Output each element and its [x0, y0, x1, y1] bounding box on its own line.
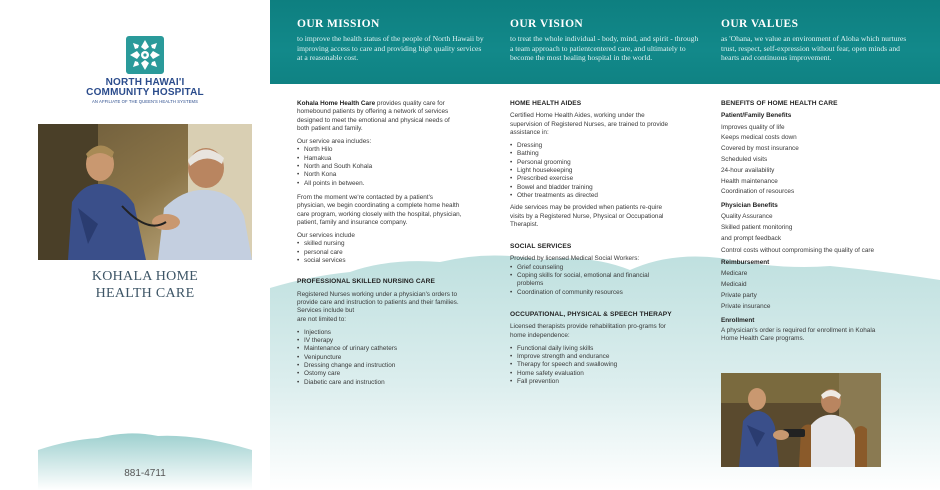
vision-text: to treat the whole individual - body, mind, and spirit - through a team approach to patientcentered care, and ultimately to become the most healing hospital in the world.	[510, 34, 699, 63]
list-item: • North and South Kohala	[297, 163, 462, 171]
list-item: • Maintenance of urinary catheters	[297, 345, 462, 353]
list-item: Coordination of resources	[721, 188, 795, 196]
list-item: • Dressing	[510, 142, 672, 150]
list-item: Keeps medical costs down	[721, 134, 797, 142]
hospital-name	[38, 78, 252, 98]
values-title: OUR VALUES	[721, 18, 799, 30]
physician-benefits-heading: Physician Benefits	[721, 202, 778, 210]
list-item: Private party	[721, 292, 757, 300]
mission-title: OUR MISSION	[297, 18, 380, 30]
nursing-list	[297, 329, 462, 387]
list-item: Private insurance	[721, 302, 771, 310]
enrollment-heading: Enrollment	[721, 316, 755, 324]
vision-block	[510, 18, 700, 63]
list-item: • Ostomy care	[297, 370, 462, 378]
enrollment-text: A physician's order is required for enrollment in Kohala Home Health Care programs.	[721, 326, 876, 343]
patient-benefits-list	[721, 123, 886, 199]
nursing-text-2: are not limited to:	[297, 315, 347, 323]
list-item: • Coordination of community resources	[510, 289, 672, 297]
list-item: • Dressing change and instruction	[297, 362, 462, 370]
cover-panel	[38, 0, 252, 490]
list-item: • North Kona	[297, 171, 462, 179]
mission-block	[297, 18, 487, 63]
list-item: • IV therapy	[297, 337, 462, 345]
brochure-title-line2: HEALTH CARE	[95, 286, 195, 301]
list-item: • skilled nursing	[297, 240, 462, 248]
list-item: 24-hour availability	[721, 166, 775, 174]
list-item: Skilled patient monitoring	[721, 224, 793, 232]
inside-spread	[270, 0, 940, 490]
nurse-patient-photo	[721, 373, 881, 467]
aides-title: HOME HEALTH AIDES	[510, 100, 582, 107]
aides-note: Aide services may be provided when patients re-quire visits by a Registered Nurse, Physical or Occupational Therapist.	[510, 204, 664, 228]
phone-number: 881-4711	[124, 468, 166, 479]
list-item: Covered by most insurance	[721, 145, 799, 153]
aides-list	[510, 142, 672, 200]
list-item: • Injections	[297, 329, 462, 337]
list-item: Scheduled visits	[721, 155, 768, 163]
list-item: Improves quality of life	[721, 123, 785, 131]
reimbursement-heading: Reimbursement	[721, 259, 770, 267]
values-text: as 'Ohana, we value an environment of Aloha which nurtures trust, respect, self-expression without fear, open minds and hearts and continuous improvement.	[721, 34, 907, 63]
list-item: • Grief counseling	[510, 264, 672, 272]
list-item: Medicare	[721, 270, 748, 278]
list-item: Control costs without compromising the quality of care	[721, 246, 875, 254]
services-heading: Our services include	[297, 232, 355, 240]
benefits-title: BENEFITS OF HOME HEALTH CARE	[721, 100, 838, 107]
contact-paragraph: From the moment we're contacted by a patient's physician, we begin coordinating a complete home health care program, working closely with the hospital, physician, patient, family and insurance company.	[297, 193, 462, 226]
nursing-title: PROFESSIONAL SKILLED NURSING CARE	[297, 278, 435, 286]
list-item: • Diabetic care and instruction	[297, 379, 462, 387]
reimbursement-list	[721, 269, 886, 312]
list-item: • Fall prevention	[510, 378, 672, 386]
social-text: Provided by licensed Medical Social Workers:	[510, 255, 640, 263]
list-item: • Prescribed exercise	[510, 175, 672, 183]
nursing-text-1: Registered Nurses working under a physician's orders to provide care and instruction to patients and their families. Services include but	[297, 290, 459, 315]
social-title: SOCIAL SERVICES	[510, 243, 572, 251]
service-area-heading: Our service area includes:	[297, 138, 372, 146]
list-item: • Other treatments as directed	[510, 192, 672, 200]
list-item: • Light housekeeping	[510, 167, 672, 175]
patient-benefits-heading: Patient/Family Benefits	[721, 112, 792, 120]
services-list	[297, 240, 462, 265]
therapy-list	[510, 345, 672, 386]
list-item: • social services	[297, 257, 462, 265]
list-item: • Functional daily living skills	[510, 345, 672, 353]
therapy-title: OCCUPATIONAL, PHYSICAL & SPEECH THERAPY	[510, 310, 672, 318]
list-item: • Improve strength and endurance	[510, 353, 672, 361]
list-item: • Bathing	[510, 150, 672, 158]
intro-bold: Kohala Home Health Care	[297, 100, 376, 107]
list-item: • North Hilo	[297, 146, 462, 154]
list-item: • Personal grooming	[510, 159, 672, 167]
cover-mountain-graphic	[38, 420, 252, 490]
aides-text: Certified Home Health Aides, working under the supervision of Registered Nurses, are trained to provide assistance in:	[510, 112, 669, 136]
brochure-title	[38, 268, 252, 302]
list-item: Health maintenance	[721, 177, 778, 185]
list-item: and prompt feedback	[721, 235, 782, 243]
column-benefits	[721, 100, 886, 349]
therapy-text: Licensed therapists provide rehabilitation pro-grams for home independence:	[510, 323, 666, 339]
list-item: • Venipuncture	[297, 354, 462, 362]
list-item: • Coping skills for social, emotional and financial problems	[510, 272, 672, 289]
list-item: • Therapy for speech and swallowing	[510, 361, 672, 369]
values-block	[721, 18, 911, 63]
hospital-name-line2: COMMUNITY HOSPITAL	[86, 87, 204, 98]
mission-vision-values-band	[270, 0, 940, 84]
list-item: Quality Assurance	[721, 213, 773, 221]
hospital-logo-icon	[126, 36, 164, 74]
hospital-name-line1: NORTH HAWAI'I	[105, 77, 185, 88]
list-item: Medicaid	[721, 281, 747, 289]
mission-text: to improve the health status of the people of North Hawaii by improving access to care and providing high quality services at a reasonable cost.	[297, 34, 484, 63]
cover-photo-nurse-patient	[38, 124, 252, 260]
vision-title: OUR VISION	[510, 18, 584, 30]
social-list	[510, 264, 672, 297]
column-services	[510, 100, 672, 390]
list-item: • Hamakua	[297, 155, 462, 163]
list-item: • personal care	[297, 249, 462, 257]
brochure-title-line1: KOHALA HOME	[91, 269, 199, 284]
list-item: • Bowel and bladder training	[510, 184, 672, 192]
affiliate-text: AN AFFILIATE OF THE QUEEN'S HEALTH SYSTEMS	[92, 99, 198, 104]
column-intro	[297, 100, 462, 391]
intro-rest: provides quality care for homebound patients by offering a network of services designed to meet the emotional and physical needs of both patient and family.	[297, 100, 450, 132]
intro-paragraph	[297, 100, 462, 133]
list-item: • Home safety evaluation	[510, 370, 672, 378]
physician-benefits-list	[721, 212, 886, 255]
service-area-list	[297, 146, 462, 187]
list-item: • All points in between.	[297, 180, 462, 188]
